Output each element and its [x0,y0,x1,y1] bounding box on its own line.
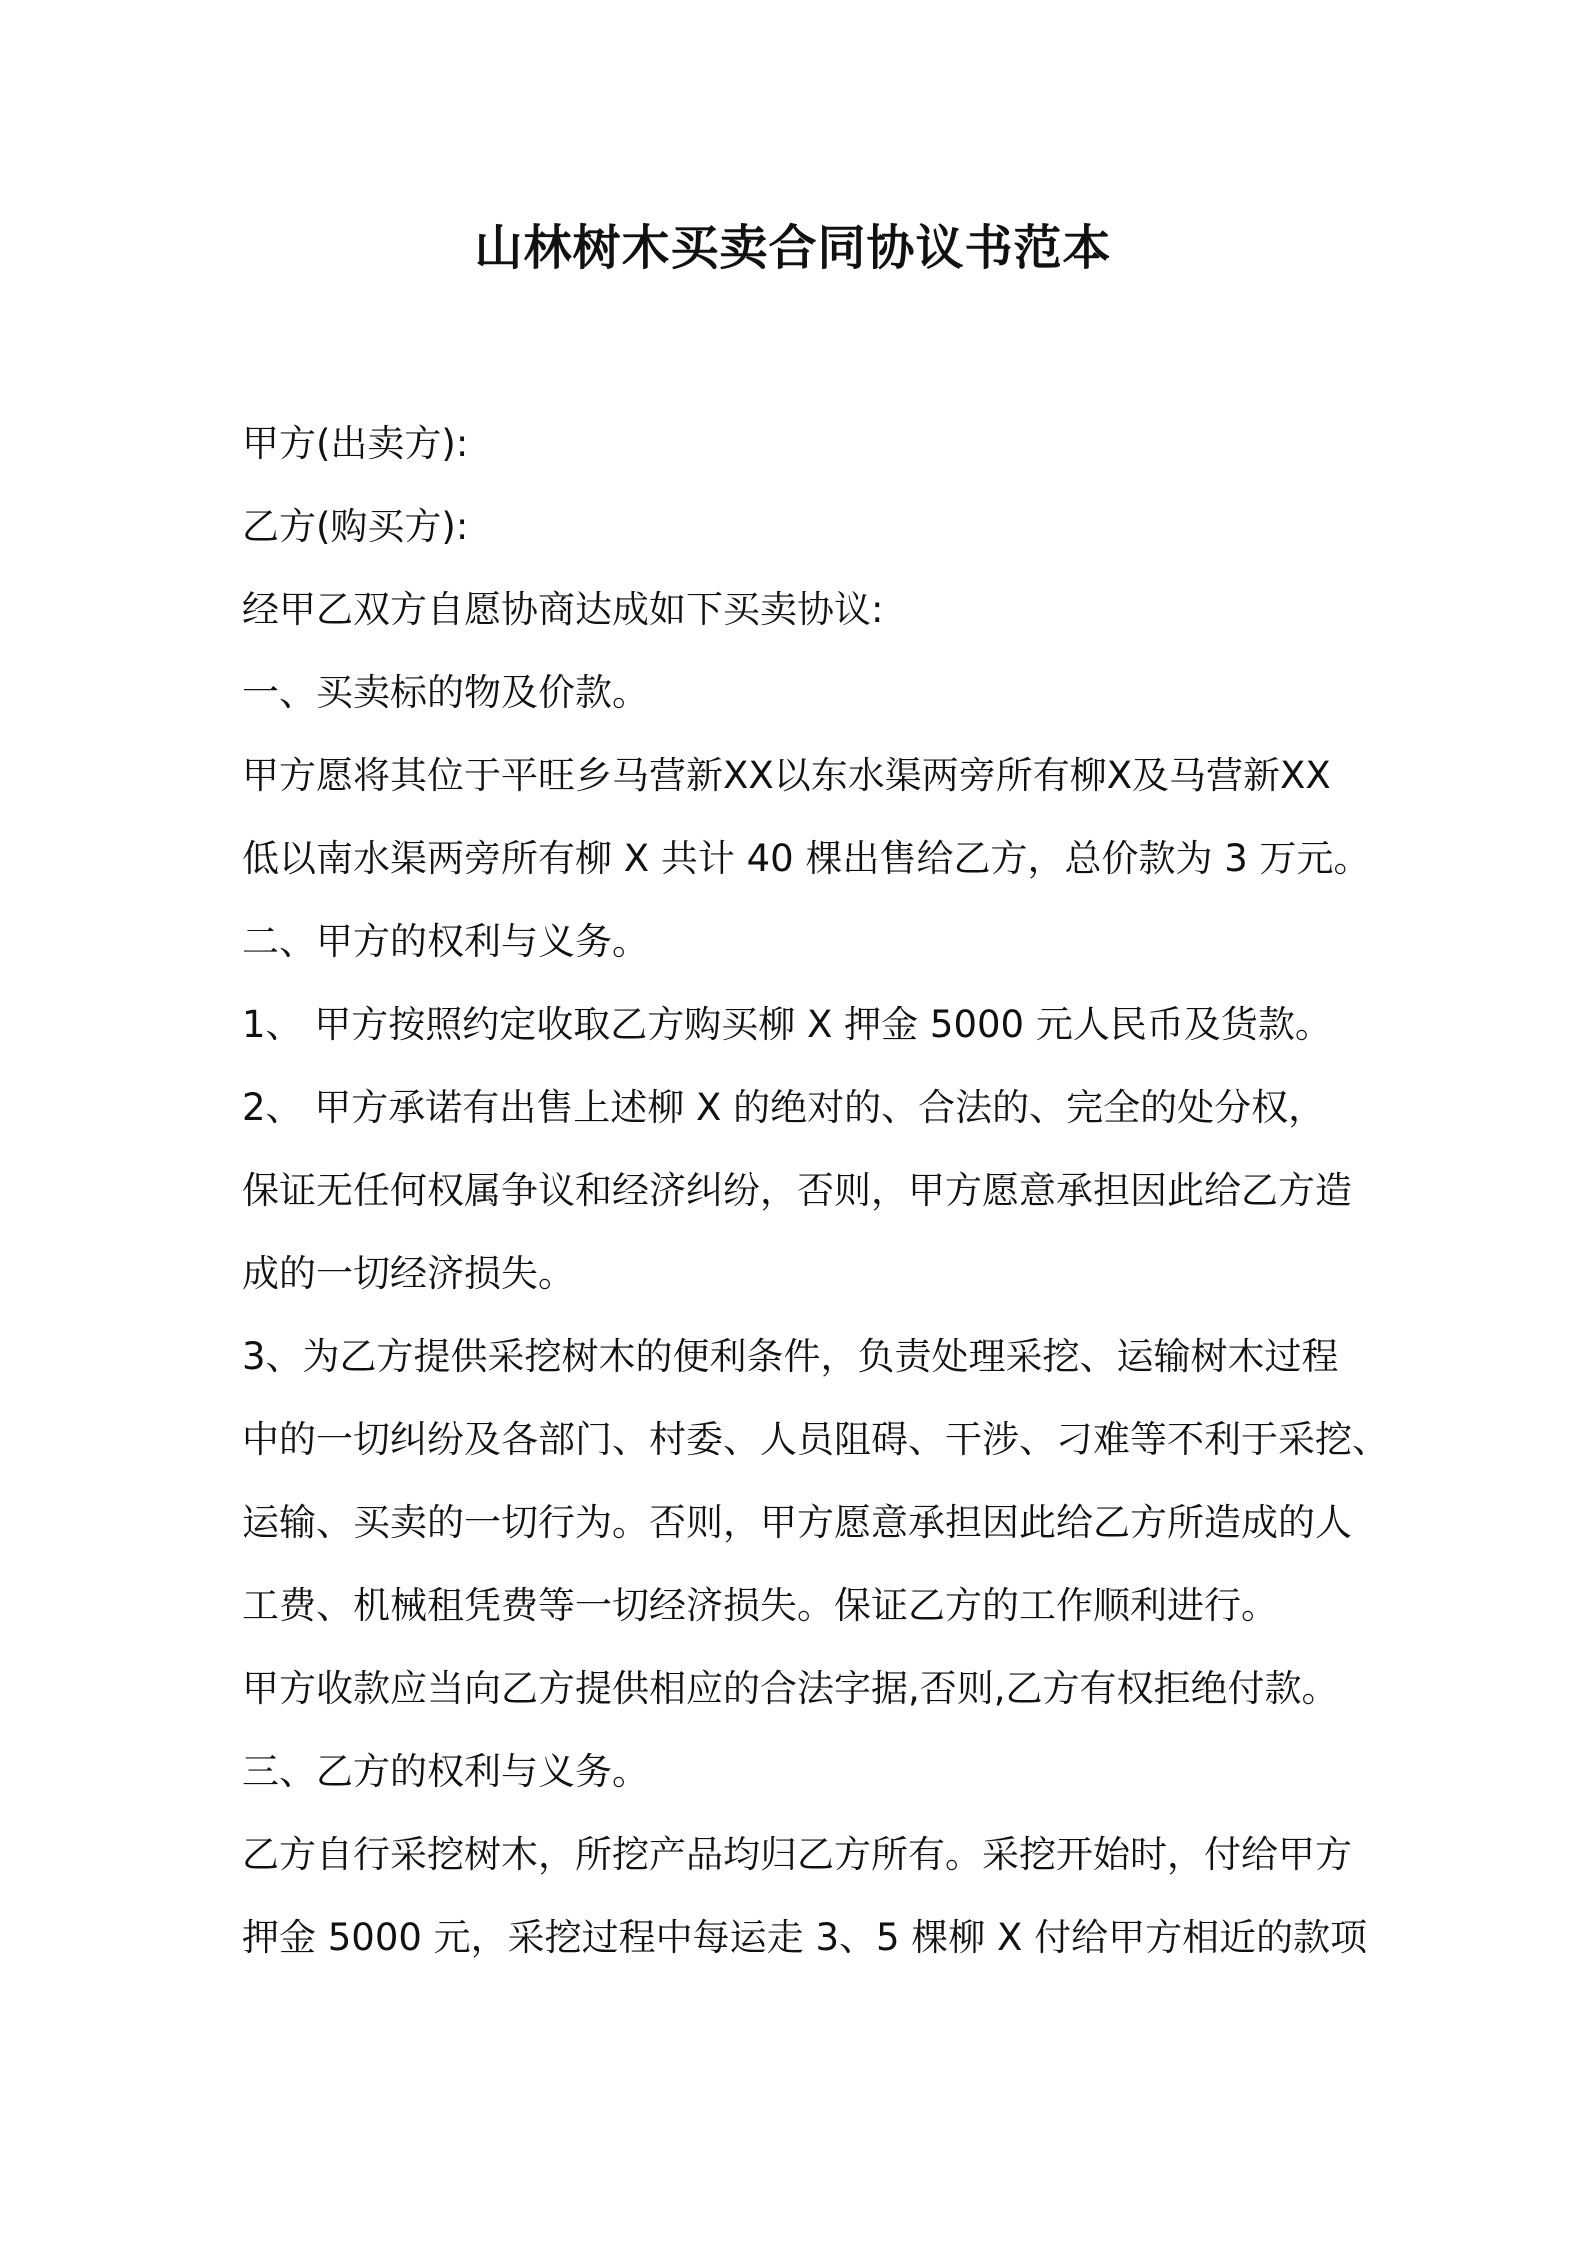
paragraph-line: 甲方愿将其位于平旺乡马营新XX以东水渠两旁所有柳X及马营新XX [242,754,1331,797]
paragraph-line: 成的一切经济损失。 [242,1252,575,1295]
clause-3-line: 3、为乙方提供采挖树木的便利条件，负责处理采挖、运输树木过程 [242,1335,1339,1378]
paragraph-line: 运输、买卖的一切行为。否则，甲方愿意承担因此给乙方所造成的人 [242,1501,1352,1544]
paragraph-line: 工费、机械租凭费等一切经济损失。保证乙方的工作顺利进行。 [242,1584,1278,1627]
paragraph-line: 保证无任何权属争议和经济纠纷，否则，甲方愿意承担因此给乙方造 [242,1169,1352,1212]
clause-2-line: 2、 甲方承诺有出售上述柳 X 的绝对的、合法的、完全的处分权， [242,1086,1326,1129]
clause-1-line: 1、 甲方按照约定收取乙方购买柳 X 押金 5000 元人民币及货款。 [242,1003,1332,1046]
section-heading-3: 三、乙方的权利与义务。 [242,1750,649,1793]
paragraph-line: 乙方自行采挖树木，所挖产品均归乙方所有。采挖开始时，付给甲方 [242,1833,1352,1876]
section-heading-1: 一、买卖标的物及价款。 [242,671,649,714]
document-title: 山林树木买卖合同协议书范本 [474,220,1112,276]
paragraph-line: 低以南水渠两旁所有柳 X 共计 40 棵出售给乙方，总价款为 3 万元。 [242,837,1371,880]
document-body [242,402,1389,1979]
section-heading-2: 二、甲方的权利与义务。 [242,920,649,963]
party-a-line: 甲方(出卖方): [242,422,469,465]
party-b-line: 乙方(购买方): [242,505,469,548]
paragraph-line: 押金 5000 元，采挖过程中每运走 3、5 棵柳 X 付给甲方相近的款项 [242,1916,1368,1959]
paragraph-line: 中的一切纠纷及各部门、村委、人员阻碍、干涉、刁难等不利于采挖、 [242,1418,1389,1461]
paragraph-line: 经甲乙双方自愿协商达成如下买卖协议: [242,588,884,631]
paragraph-line: 甲方收款应当向乙方提供相应的合法字据,否则,乙方有权拒绝付款。 [242,1667,1339,1710]
